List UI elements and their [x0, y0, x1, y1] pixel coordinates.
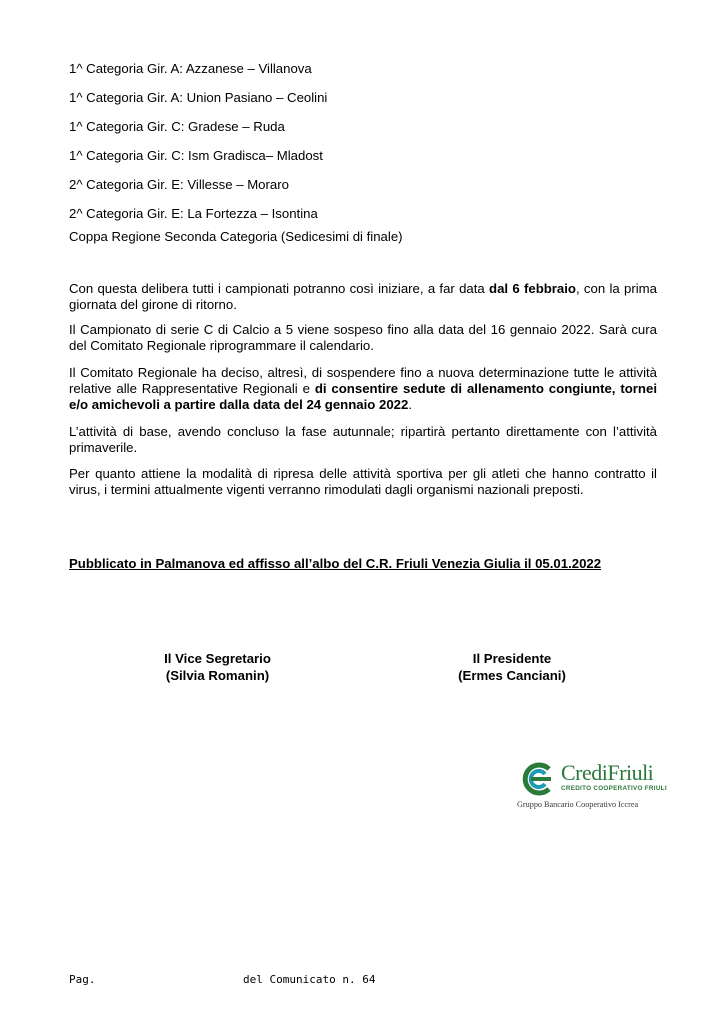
match-line: 2^ Categoria Gir. E: La Fortezza – Isontina [69, 206, 318, 221]
logo-subtitle: CREDITO COOPERATIVO FRIULI [561, 785, 667, 792]
logo-wordmark-part: Friuli [607, 760, 654, 785]
signature-name: (Silvia Romanin) [165, 668, 270, 683]
paragraph-futsal: Il Campionato di serie C di Calcio a 5 viene sospeso fino alla data del 16 gennaio 2022. Sarà cura del Comitato Regionale riprogrammare il calendario. [69, 322, 657, 353]
signature-title: Il Presidente [472, 651, 552, 666]
signature-presidente [447, 650, 577, 684]
match-line: 1^ Categoria Gir. A: Union Pasiano – Ceolini [69, 90, 328, 105]
signature-vice-segretario [150, 650, 285, 684]
paragraph-text: , con la prima giornata del girone di ritorno. [69, 281, 657, 312]
logo-group-text: Gruppo Bancario Cooperativo Iccrea [517, 800, 639, 809]
match-line: 2^ Categoria Gir. E: Villesse – Moraro [69, 177, 289, 192]
paragraph-attivita-base: L’attività di base, avendo concluso la fase autunnale; ripartirà pertanto direttamente con l’attività primaverile. [69, 424, 657, 455]
start-date-highlight: dal 6 febbraio [489, 281, 576, 296]
match-line: 1^ Categoria Gir. C: Ism Gradisca– Mladost [69, 148, 323, 163]
paragraph-text: . [408, 397, 413, 412]
logo-wordmark-part: Credi [561, 760, 608, 785]
credifriuli-logo-icon [519, 761, 559, 797]
publication-notice: Pubblicato in Palmanova ed affisso all’albo del C.R. Friuli Venezia Giulia il 05.01.2022 [69, 556, 602, 571]
credifriuli-logo [517, 760, 667, 812]
match-line: 1^ Categoria Gir. A: Azzanese – Villanova [69, 61, 312, 76]
paragraph-text: Il Comitato Regionale ha deciso, altresì, di sospendere fino a nuova determinazione tutte le attività relative alle Rappresentative Regionali e [69, 365, 657, 396]
training-highlight: di consentire sedute di allenamento congiunte, tornei e/o amichevoli a partire dalla data del 24 gennaio 2022 [69, 381, 657, 412]
cup-line: Coppa Regione Seconda Categoria (Sedicesimi di finale) [69, 229, 403, 244]
paragraph-start-date [69, 281, 657, 313]
signature-title: Il Vice Segretario [164, 651, 271, 666]
footer-page-label: Pag. [69, 973, 96, 986]
match-line: 1^ Categoria Gir. C: Gradese – Ruda [69, 119, 285, 134]
signature-name: (Ermes Canciani) [458, 668, 566, 683]
logo-wordmark [561, 760, 653, 786]
paragraph-text: Con questa delibera tutti i campionati potranno così iniziare, a far data [69, 281, 490, 296]
paragraph-rappresentative [69, 365, 657, 413]
footer-communique: del Comunicato n. 64 [243, 973, 376, 986]
paragraph-ripresa: Per quanto attiene la modalità di ripresa delle attività sportiva per gli atleti che hanno contratto il virus, i termini attualmente vigenti verranno rimodulati dagli organismi nazionali preposti. [69, 466, 657, 497]
